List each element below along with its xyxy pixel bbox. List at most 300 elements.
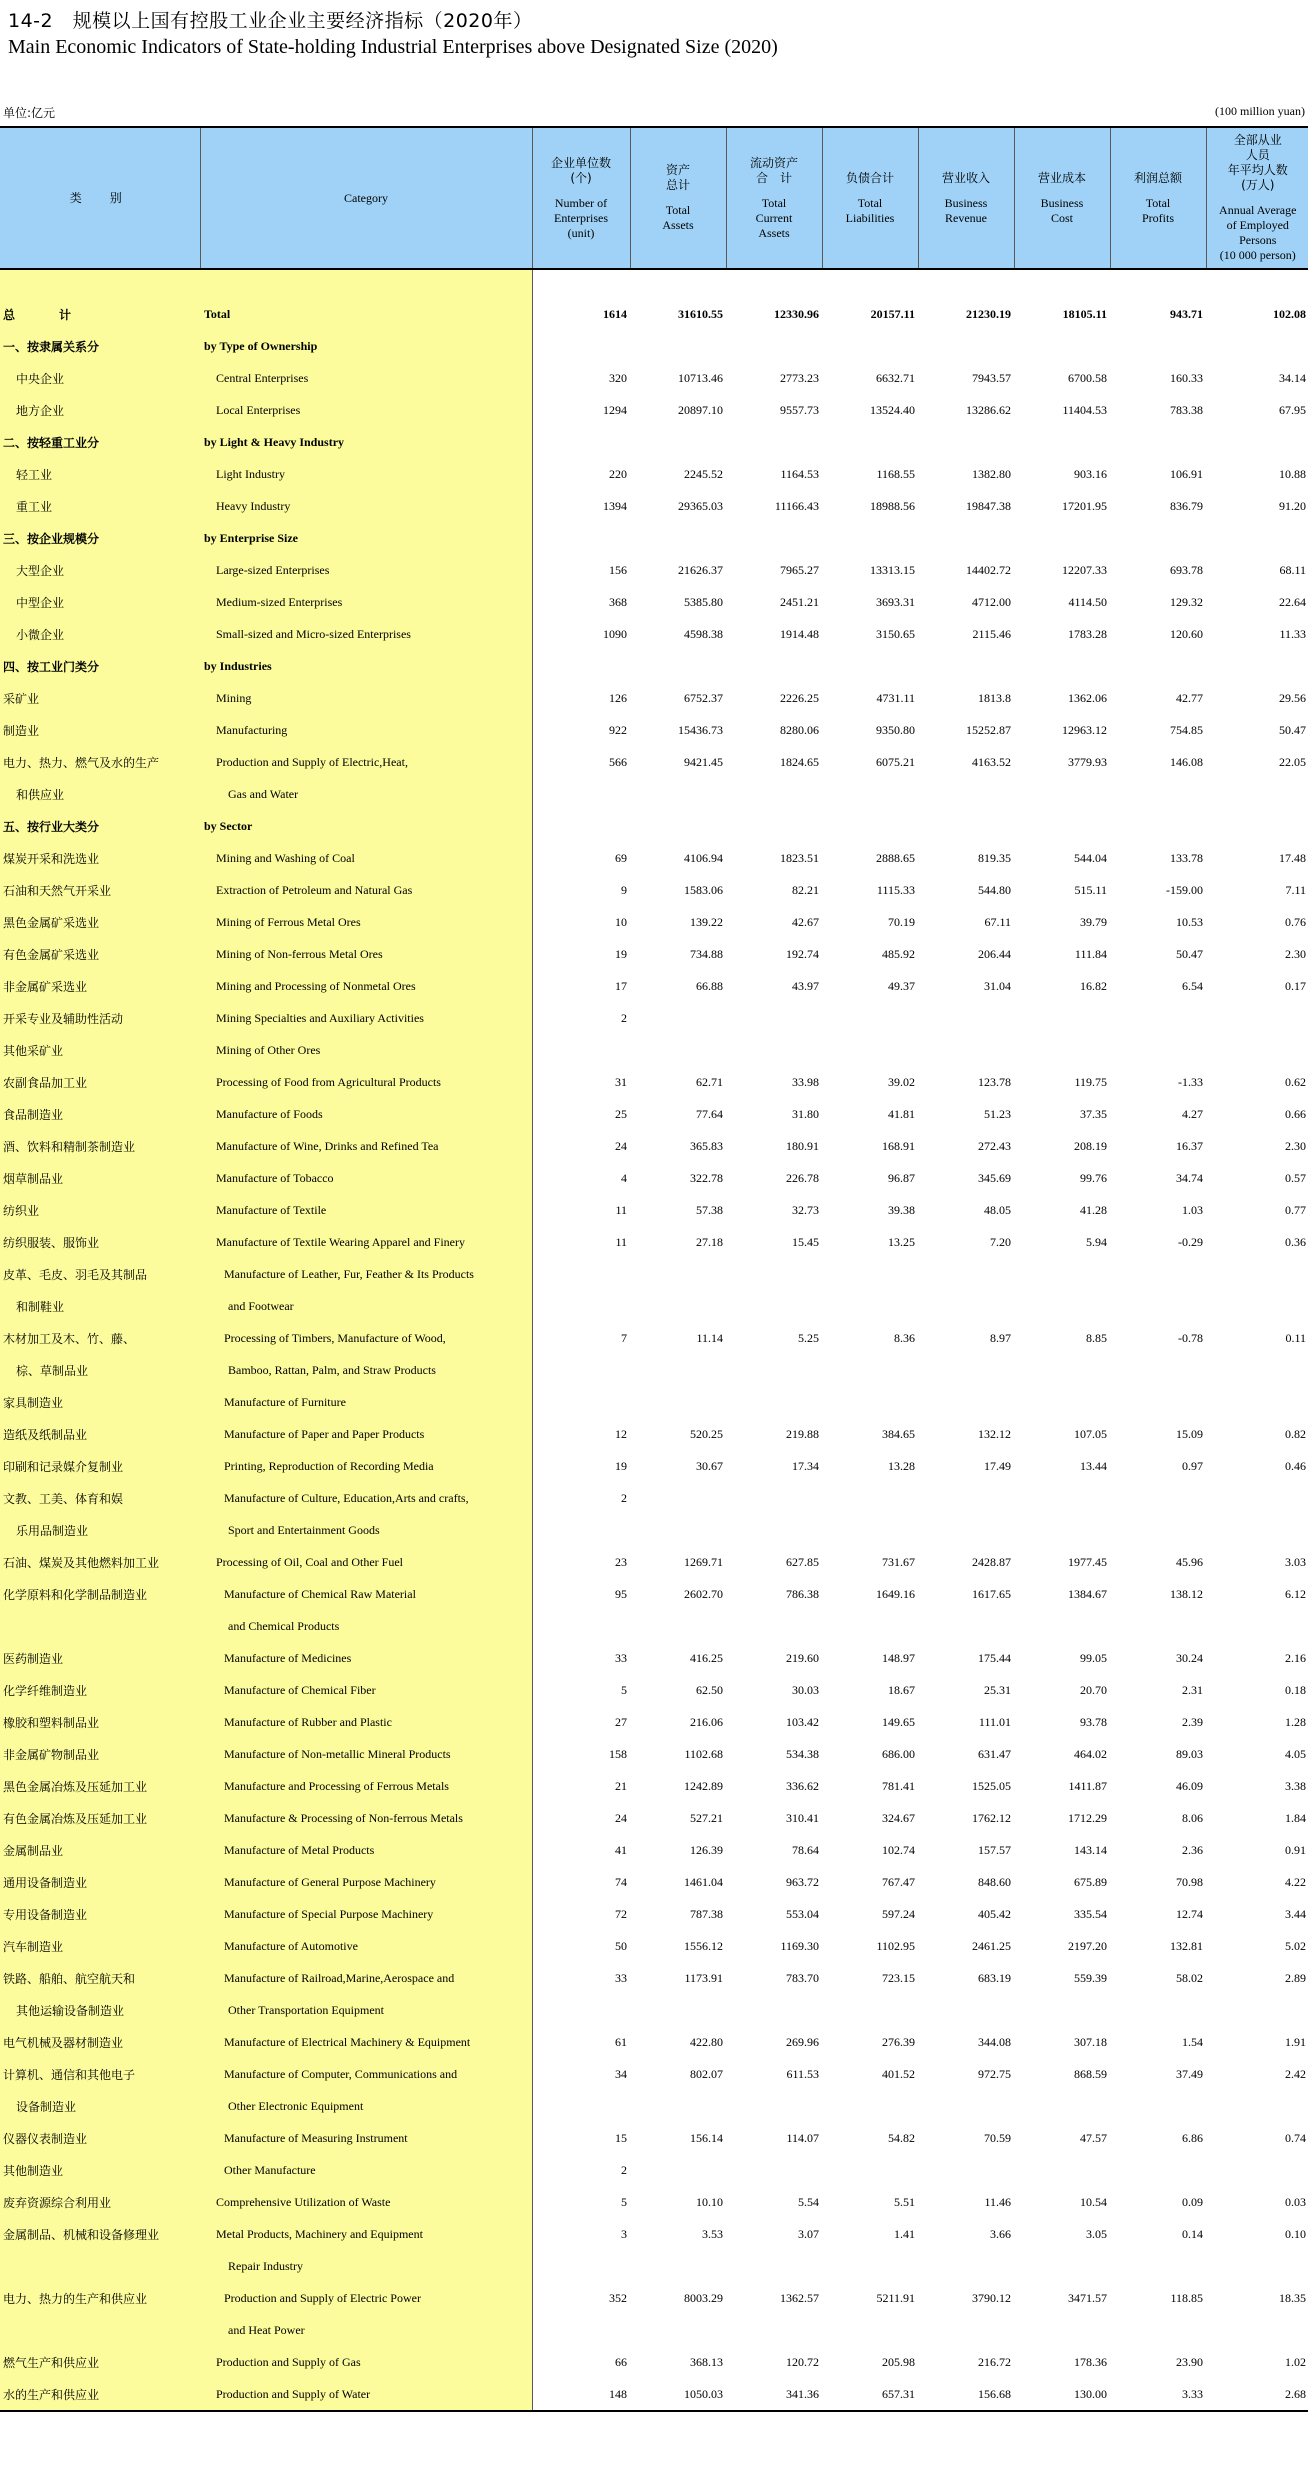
value-cell: 527.21 bbox=[690, 1810, 723, 1825]
value-cell bbox=[532, 1514, 630, 1546]
value-cell: 31610.55 bbox=[678, 306, 723, 321]
category-english-cell: Manufacture & Processing of Non-ferrous Metals bbox=[200, 1802, 532, 1834]
value-cell bbox=[1014, 2090, 1110, 2122]
value-cell: 2888.65 bbox=[876, 850, 915, 865]
value-cell bbox=[1206, 426, 1308, 458]
value-cell bbox=[1014, 1354, 1110, 1386]
value-cell: 963.72 bbox=[786, 1874, 819, 1889]
value-cell bbox=[822, 1354, 918, 1386]
category-chinese-cell: 铁路、船舶、航空航天和 bbox=[0, 1962, 200, 1994]
category-english-cell: Small-sized and Micro-sized Enterprises bbox=[200, 618, 532, 650]
value-cell: 2197.20 bbox=[1068, 1938, 1107, 1953]
value-cell bbox=[1014, 778, 1110, 810]
table-row bbox=[0, 1962, 1308, 1994]
value-cell: 10.53 bbox=[1176, 914, 1203, 929]
value-cell: 49.37 bbox=[888, 978, 915, 993]
table-row bbox=[0, 2058, 1308, 2090]
value-cell bbox=[726, 1290, 822, 1322]
value-cell: 1394 bbox=[603, 498, 627, 513]
category-chinese-cell: 采矿业 bbox=[0, 682, 200, 714]
value-cell: 156.14 bbox=[690, 2130, 723, 2145]
value-cell bbox=[532, 1610, 630, 1642]
category-chinese-cell: 废弃资源综合利用业 bbox=[0, 2186, 200, 2218]
category-english-cell: by Light & Heavy Industry bbox=[200, 426, 532, 458]
value-cell: 734.88 bbox=[690, 946, 723, 961]
value-cell: 66.88 bbox=[696, 978, 723, 993]
value-cell: 2 bbox=[621, 1010, 627, 1025]
value-cell: 922 bbox=[609, 722, 627, 737]
value-cell: 33.98 bbox=[792, 1074, 819, 1089]
value-cell: 21230.19 bbox=[966, 306, 1011, 321]
value-cell: 6.12 bbox=[1285, 1586, 1306, 1601]
value-cell: 1384.67 bbox=[1068, 1586, 1107, 1601]
table-row bbox=[0, 1386, 1308, 1418]
table-row bbox=[0, 1002, 1308, 1034]
spacer-row bbox=[0, 269, 1308, 298]
value-cell bbox=[822, 2250, 918, 2282]
category-english-cell: Manufacture of Tobacco bbox=[200, 1162, 532, 1194]
value-cell: 11404.53 bbox=[1062, 402, 1107, 417]
category-english-cell: Bamboo, Rattan, Palm, and Straw Products bbox=[200, 1354, 532, 1386]
value-cell: 1164.53 bbox=[780, 466, 819, 481]
value-cell: 42.77 bbox=[1176, 690, 1203, 705]
value-cell: 13.44 bbox=[1080, 1458, 1107, 1473]
value-cell bbox=[1110, 1514, 1206, 1546]
value-cell: 1461.04 bbox=[684, 1874, 723, 1889]
value-cell: 50.47 bbox=[1176, 946, 1203, 961]
value-cell: 138.12 bbox=[1170, 1586, 1203, 1601]
value-cell: 102.08 bbox=[1273, 306, 1306, 321]
value-cell: 6.86 bbox=[1182, 2130, 1203, 2145]
value-cell: 2226.25 bbox=[780, 690, 819, 705]
value-cell: 120.60 bbox=[1170, 626, 1203, 641]
category-chinese-cell: 有色金属矿采选业 bbox=[0, 938, 200, 970]
value-cell bbox=[532, 778, 630, 810]
value-cell: 216.06 bbox=[690, 1714, 723, 1729]
value-cell bbox=[918, 2154, 1014, 2186]
value-cell: 95 bbox=[615, 1586, 627, 1601]
value-cell: 1102.95 bbox=[876, 1938, 915, 1953]
table-row bbox=[0, 2026, 1308, 2058]
value-cell: 786.38 bbox=[786, 1586, 819, 1601]
value-cell bbox=[1206, 1002, 1308, 1034]
table-row bbox=[0, 1674, 1308, 1706]
value-cell: 24 bbox=[615, 1138, 627, 1153]
value-cell: 0.91 bbox=[1285, 1842, 1306, 1857]
value-cell: 1050.03 bbox=[630, 2378, 726, 2411]
value-cell bbox=[630, 1034, 726, 1066]
value-cell: 1.91 bbox=[1285, 2034, 1306, 2049]
table-row bbox=[0, 2314, 1308, 2346]
value-cell: 32.73 bbox=[792, 1202, 819, 1217]
table-row bbox=[0, 2250, 1308, 2282]
value-cell: 19847.38 bbox=[966, 498, 1011, 513]
value-cell: 7965.27 bbox=[780, 562, 819, 577]
value-cell bbox=[726, 1994, 822, 2026]
value-cell bbox=[1206, 522, 1308, 554]
value-cell: 62.50 bbox=[696, 1682, 723, 1697]
value-cell bbox=[822, 810, 918, 842]
value-cell: 544.80 bbox=[978, 882, 1011, 897]
spacer-cell bbox=[630, 269, 726, 298]
value-cell bbox=[532, 1290, 630, 1322]
value-cell bbox=[1014, 2250, 1110, 2282]
value-cell: 8.36 bbox=[894, 1330, 915, 1345]
value-cell: 50.47 bbox=[1279, 722, 1306, 737]
value-cell: 31.80 bbox=[792, 1106, 819, 1121]
category-chinese-cell: 非金属矿物制品业 bbox=[0, 1738, 200, 1770]
category-english-cell: Medium-sized Enterprises bbox=[200, 586, 532, 618]
value-cell: 0.57 bbox=[1285, 1170, 1306, 1185]
header-column-chinese: 企业单位数 (个) bbox=[550, 155, 611, 185]
category-chinese-cell: 一、按隶属关系分 bbox=[0, 330, 200, 362]
value-cell bbox=[630, 2090, 726, 2122]
category-chinese-cell: 文教、工美、体育和娱 bbox=[0, 1482, 200, 1514]
value-cell bbox=[822, 522, 918, 554]
value-cell: 23.90 bbox=[1176, 2354, 1203, 2369]
value-cell bbox=[726, 522, 822, 554]
table-row bbox=[0, 1450, 1308, 1482]
value-cell: 22.05 bbox=[1279, 754, 1306, 769]
value-cell bbox=[1110, 522, 1206, 554]
value-cell: 8280.06 bbox=[780, 722, 819, 737]
value-cell: 69 bbox=[615, 850, 627, 865]
value-cell: 1556.12 bbox=[684, 1938, 723, 1953]
value-cell bbox=[1014, 1290, 1110, 1322]
table-row bbox=[0, 2282, 1308, 2314]
category-english-cell: Mining Specialties and Auxiliary Activities bbox=[200, 1002, 532, 1034]
header-column-chinese: 营业收入 bbox=[941, 170, 990, 185]
value-cell: 1525.05 bbox=[972, 1778, 1011, 1793]
value-cell: 13.28 bbox=[888, 1458, 915, 1473]
value-cell: 8.85 bbox=[1086, 1330, 1107, 1345]
category-english-cell: Mining of Ferrous Metal Ores bbox=[200, 906, 532, 938]
value-cell: 3693.31 bbox=[876, 594, 915, 609]
value-cell: 205.98 bbox=[882, 2354, 915, 2369]
category-english-cell: Manufacture of Measuring Instrument bbox=[200, 2122, 532, 2154]
value-cell bbox=[726, 2154, 822, 2186]
table-row bbox=[0, 298, 1308, 330]
category-english-cell: Mining of Other Ores bbox=[200, 1034, 532, 1066]
category-english-cell: Manufacturing bbox=[200, 714, 532, 746]
value-cell: 1977.45 bbox=[1068, 1554, 1107, 1569]
value-cell: 1.28 bbox=[1285, 1714, 1306, 1729]
table-row bbox=[0, 1706, 1308, 1738]
value-cell: 4.27 bbox=[1182, 1106, 1203, 1121]
value-cell: 10 bbox=[615, 914, 627, 929]
value-cell: 61 bbox=[615, 2034, 627, 2049]
value-cell: 5.02 bbox=[1285, 1938, 1306, 1953]
category-english-cell: Heavy Industry bbox=[200, 490, 532, 522]
table-row bbox=[0, 970, 1308, 1002]
value-cell: 0.46 bbox=[1285, 1458, 1306, 1473]
category-english-cell: Manufacture of Furniture bbox=[200, 1386, 532, 1418]
table-row bbox=[0, 938, 1308, 970]
value-cell bbox=[1014, 1482, 1110, 1514]
value-cell: 132.12 bbox=[978, 1426, 1011, 1441]
table-row bbox=[0, 778, 1308, 810]
table-row bbox=[0, 1802, 1308, 1834]
category-chinese-cell: 和制鞋业 bbox=[0, 1290, 200, 1322]
category-chinese-cell: 酒、饮料和精制茶制造业 bbox=[0, 1130, 200, 1162]
category-chinese-cell: 棕、草制品业 bbox=[0, 1354, 200, 1386]
value-cell bbox=[1206, 1290, 1308, 1322]
value-cell bbox=[1014, 1034, 1110, 1066]
value-cell bbox=[726, 1034, 822, 1066]
value-cell: 129.32 bbox=[1170, 594, 1203, 609]
value-cell: 148 bbox=[532, 2378, 630, 2411]
value-cell bbox=[918, 2314, 1014, 2346]
category-chinese-cell: 中央企业 bbox=[0, 362, 200, 394]
category-english-cell: Manufacture of Leather, Fur, Feather & Its Products bbox=[200, 1258, 532, 1290]
value-cell: 2461.25 bbox=[972, 1938, 1011, 1953]
category-english-cell: and Chemical Products bbox=[200, 1610, 532, 1642]
value-cell: 1362.57 bbox=[780, 2290, 819, 2305]
value-cell: 1090 bbox=[603, 626, 627, 641]
value-cell: 11.33 bbox=[1279, 626, 1306, 641]
value-cell: 0.74 bbox=[1285, 2130, 1306, 2145]
value-cell: 0.36 bbox=[1285, 1234, 1306, 1249]
value-cell: 272.43 bbox=[978, 1138, 1011, 1153]
value-cell bbox=[822, 2314, 918, 2346]
value-cell: 58.02 bbox=[1176, 1970, 1203, 1985]
category-chinese-cell: 石油、煤炭及其他燃料加工业 bbox=[0, 1546, 200, 1578]
value-cell: 17201.95 bbox=[1062, 498, 1107, 513]
value-cell: 544.04 bbox=[1074, 850, 1107, 865]
value-cell: 515.11 bbox=[1074, 882, 1107, 897]
header-column-5 bbox=[918, 127, 1014, 269]
value-cell bbox=[1110, 1610, 1206, 1642]
value-cell: 2 bbox=[621, 1490, 627, 1505]
value-cell: 21 bbox=[615, 1778, 627, 1793]
header-column-english: Business Revenue bbox=[944, 195, 988, 225]
value-cell bbox=[1110, 2090, 1206, 2122]
category-chinese-cell: 重工业 bbox=[0, 490, 200, 522]
spacer-cell bbox=[200, 269, 532, 298]
value-cell: 11 bbox=[615, 1234, 627, 1249]
value-cell: 62.71 bbox=[696, 1074, 723, 1089]
value-cell: 31.04 bbox=[984, 978, 1011, 993]
value-cell: 307.18 bbox=[1074, 2034, 1107, 2049]
value-cell: 103.42 bbox=[786, 1714, 819, 1729]
value-cell: 57.38 bbox=[696, 1202, 723, 1217]
value-cell: 37.49 bbox=[1176, 2066, 1203, 2081]
value-cell bbox=[1206, 2090, 1308, 2122]
value-cell bbox=[630, 1610, 726, 1642]
value-cell: 1617.65 bbox=[972, 1586, 1011, 1601]
table-row bbox=[0, 1418, 1308, 1450]
value-cell: 324.67 bbox=[882, 1810, 915, 1825]
table-row bbox=[0, 1994, 1308, 2026]
value-cell: 5.94 bbox=[1086, 1234, 1107, 1249]
category-chinese-cell: 黑色金属矿采选业 bbox=[0, 906, 200, 938]
value-cell: 226.78 bbox=[786, 1170, 819, 1185]
category-english-cell: Light Industry bbox=[200, 458, 532, 490]
value-cell: 180.91 bbox=[786, 1138, 819, 1153]
value-cell bbox=[1206, 1034, 1308, 1066]
value-cell: 102.74 bbox=[882, 1842, 915, 1857]
category-chinese-cell: 和供应业 bbox=[0, 778, 200, 810]
value-cell: 0.11 bbox=[1285, 1330, 1306, 1345]
unit-label-chinese: 单位:亿元 bbox=[3, 106, 56, 120]
value-cell: 18.67 bbox=[888, 1682, 915, 1697]
value-cell bbox=[630, 650, 726, 682]
header-column-3 bbox=[726, 127, 822, 269]
value-cell: 9350.80 bbox=[876, 722, 915, 737]
value-cell bbox=[918, 1482, 1014, 1514]
value-cell bbox=[726, 1258, 822, 1290]
value-cell bbox=[918, 1514, 1014, 1546]
table-row bbox=[0, 1610, 1308, 1642]
category-chinese-cell: 计算机、通信和其他电子 bbox=[0, 2058, 200, 2090]
value-cell: 1362.06 bbox=[1068, 690, 1107, 705]
spacer-cell bbox=[1110, 269, 1206, 298]
value-cell bbox=[1206, 1354, 1308, 1386]
value-cell: 2.39 bbox=[1182, 1714, 1203, 1729]
value-cell: 1.84 bbox=[1285, 1810, 1306, 1825]
value-cell: 33 bbox=[615, 1650, 627, 1665]
category-chinese-cell: 二、按轻重工业分 bbox=[0, 426, 200, 458]
value-cell: 70.59 bbox=[984, 2130, 1011, 2145]
value-cell bbox=[726, 1354, 822, 1386]
category-english-cell: Manufacture of Computer, Communications and bbox=[200, 2058, 532, 2090]
value-cell: 13286.62 bbox=[966, 402, 1011, 417]
value-cell: 723.15 bbox=[882, 1970, 915, 1985]
category-english-cell: Manufacture of Rubber and Plastic bbox=[200, 1706, 532, 1738]
table-body bbox=[0, 269, 1308, 2411]
category-english-cell: Manufacture of Non-metallic Mineral Products bbox=[200, 1738, 532, 1770]
value-cell bbox=[822, 1482, 918, 1514]
value-cell: 336.62 bbox=[786, 1778, 819, 1793]
value-cell bbox=[1014, 1610, 1110, 1642]
value-cell: 416.25 bbox=[690, 1650, 723, 1665]
value-cell: 1242.89 bbox=[684, 1778, 723, 1793]
value-cell: 2.42 bbox=[1285, 2066, 1306, 2081]
value-cell: 2.31 bbox=[1182, 1682, 1203, 1697]
category-english-cell: Manufacture of Chemical Fiber bbox=[200, 1674, 532, 1706]
value-cell: 16.82 bbox=[1080, 978, 1107, 993]
value-cell: 1823.51 bbox=[780, 850, 819, 865]
value-cell: 1.54 bbox=[1182, 2034, 1203, 2049]
category-english-cell: Other Manufacture bbox=[200, 2154, 532, 2186]
value-cell: 686.00 bbox=[882, 1746, 915, 1761]
table-row bbox=[0, 1898, 1308, 1930]
header-column-8 bbox=[1206, 127, 1308, 269]
value-cell: 1712.29 bbox=[1068, 1810, 1107, 1825]
value-cell bbox=[1206, 1386, 1308, 1418]
table-row bbox=[0, 1226, 1308, 1258]
category-english-cell: Manufacture of Textile bbox=[200, 1194, 532, 1226]
value-cell: 23 bbox=[615, 1554, 627, 1569]
spacer-cell bbox=[1206, 269, 1308, 298]
table-row bbox=[0, 1738, 1308, 1770]
value-cell bbox=[918, 1290, 1014, 1322]
value-cell: 787.38 bbox=[690, 1906, 723, 1921]
value-cell: 2.89 bbox=[1285, 1970, 1306, 1985]
value-cell: 2115.46 bbox=[972, 626, 1011, 641]
value-cell: 5385.80 bbox=[684, 594, 723, 609]
header-column-chinese: 流动资产 合 计 bbox=[749, 155, 798, 185]
value-cell: 2602.70 bbox=[684, 1586, 723, 1601]
category-chinese-cell: 皮革、毛皮、羽毛及其制品 bbox=[0, 1258, 200, 1290]
value-cell bbox=[630, 1354, 726, 1386]
value-cell bbox=[1206, 1514, 1308, 1546]
value-cell bbox=[1110, 778, 1206, 810]
value-cell: 29365.03 bbox=[678, 498, 723, 513]
value-cell bbox=[726, 426, 822, 458]
table-row bbox=[0, 1066, 1308, 1098]
value-cell: 41.81 bbox=[888, 1106, 915, 1121]
value-cell bbox=[822, 1386, 918, 1418]
value-cell: 3.66 bbox=[990, 2226, 1011, 2241]
category-chinese-cell: 其他采矿业 bbox=[0, 1034, 200, 1066]
category-chinese-cell: 医药制造业 bbox=[0, 1642, 200, 1674]
value-cell: 3790.12 bbox=[972, 2290, 1011, 2305]
value-cell bbox=[1014, 650, 1110, 682]
table-row bbox=[0, 1834, 1308, 1866]
value-cell: 675.89 bbox=[1074, 1874, 1107, 1889]
value-cell bbox=[918, 1258, 1014, 1290]
table-row bbox=[0, 554, 1308, 586]
value-cell: 0.76 bbox=[1285, 914, 1306, 929]
value-cell bbox=[532, 1258, 630, 1290]
value-cell bbox=[726, 810, 822, 842]
category-english-cell: Gas and Water bbox=[200, 778, 532, 810]
value-cell: 78.64 bbox=[792, 1842, 819, 1857]
category-english-cell: Repair Industry bbox=[200, 2250, 532, 2282]
value-cell: 553.04 bbox=[786, 1906, 819, 1921]
value-cell: 1269.71 bbox=[684, 1554, 723, 1569]
value-cell: -0.29 bbox=[1178, 1234, 1203, 1249]
value-cell: 422.80 bbox=[690, 2034, 723, 2049]
table-row bbox=[0, 1194, 1308, 1226]
value-cell: 802.07 bbox=[690, 2066, 723, 2081]
value-cell: 41 bbox=[615, 1842, 627, 1857]
value-cell: 1.41 bbox=[894, 2226, 915, 2241]
value-cell: -159.00 bbox=[1166, 882, 1203, 897]
value-cell: 208.19 bbox=[1074, 1138, 1107, 1153]
category-chinese-cell: 金属制品业 bbox=[0, 1834, 200, 1866]
category-chinese-cell: 四、按工业门类分 bbox=[0, 650, 200, 682]
table-row bbox=[0, 362, 1308, 394]
value-cell bbox=[1110, 1354, 1206, 1386]
header-column-6 bbox=[1014, 127, 1110, 269]
category-english-cell: Comprehensive Utilization of Waste bbox=[200, 2186, 532, 2218]
table-row bbox=[0, 906, 1308, 938]
value-cell bbox=[822, 2154, 918, 2186]
value-cell: 93.78 bbox=[1080, 1714, 1107, 1729]
value-cell: 13524.40 bbox=[870, 402, 915, 417]
value-cell: 9 bbox=[621, 882, 627, 897]
value-cell: 520.25 bbox=[690, 1426, 723, 1441]
value-cell bbox=[1206, 810, 1308, 842]
value-cell bbox=[1110, 1290, 1206, 1322]
value-cell: 5.54 bbox=[798, 2194, 819, 2209]
value-cell: 693.78 bbox=[1170, 562, 1203, 577]
value-cell bbox=[630, 1482, 726, 1514]
value-cell: 118.85 bbox=[1170, 2290, 1203, 2305]
value-cell: 18105.11 bbox=[1062, 306, 1107, 321]
table-row bbox=[0, 682, 1308, 714]
value-cell: 0.97 bbox=[1182, 1458, 1203, 1473]
value-cell bbox=[1110, 426, 1206, 458]
spacer-cell bbox=[1014, 269, 1110, 298]
table-row bbox=[0, 746, 1308, 778]
category-english-cell: Manufacture of Automotive bbox=[200, 1930, 532, 1962]
value-cell: 534.38 bbox=[786, 1746, 819, 1761]
category-english-cell: Manufacture of General Purpose Machinery bbox=[200, 1866, 532, 1898]
value-cell bbox=[918, 650, 1014, 682]
